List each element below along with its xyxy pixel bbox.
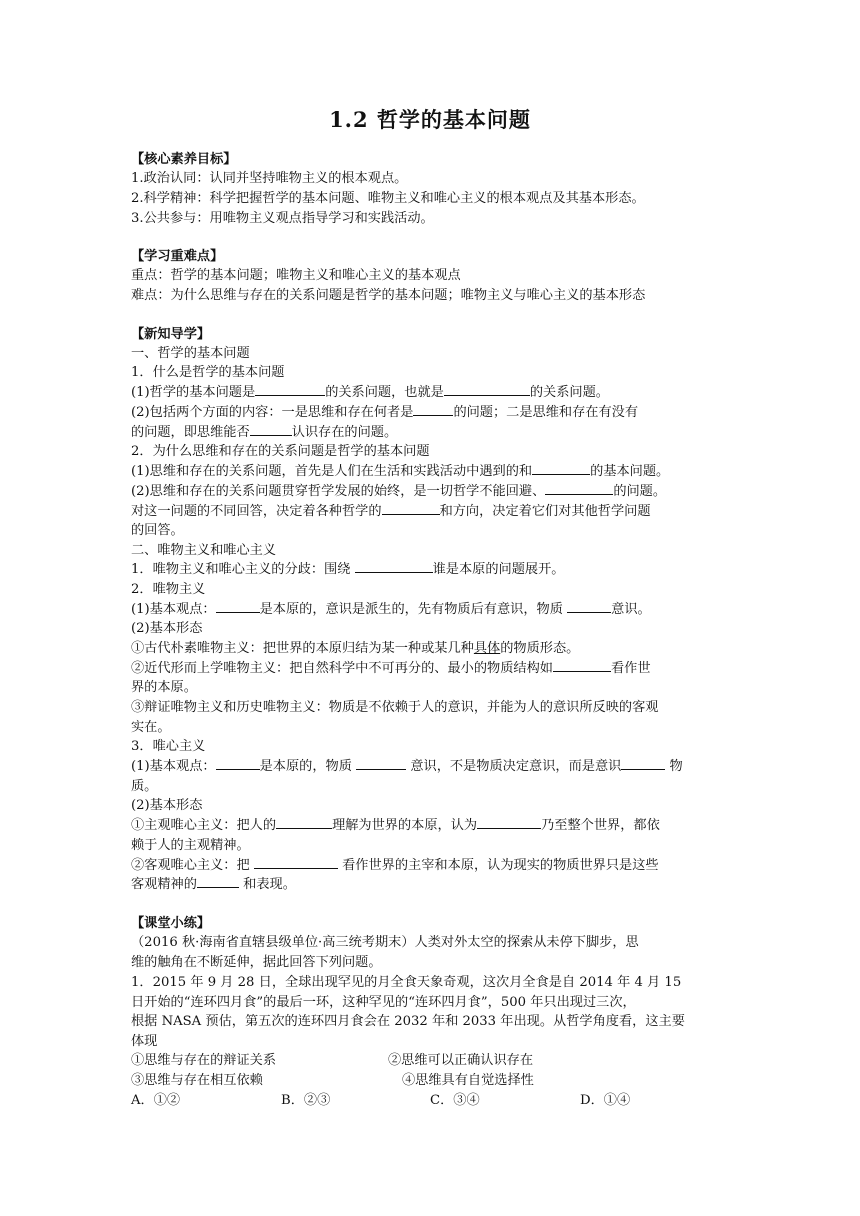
fill-line xyxy=(131,482,731,501)
text-line: (2)基本形态 xyxy=(131,621,203,636)
practice-heading: 【课堂小练】 xyxy=(131,916,211,931)
difficulty-text: 难点：为什么思维与存在的关系问题是哲学的基本问题；唯物主义与唯心主义的基本形态 xyxy=(131,288,646,303)
goals-heading: 【核心素养目标】 xyxy=(131,152,237,167)
focus-text: 重点：哲学的基本问题；唯物主义和唯心主义的基本观点 xyxy=(131,268,461,283)
goal-item: 3.公共参与：用唯物主义观点指导学习和实践活动。 xyxy=(131,211,434,226)
option-a: A．①② xyxy=(131,1093,181,1108)
answer-blank xyxy=(254,856,338,869)
text-line: ③辩证唯物主义和历史唯物主义：物质是不依赖于人的意识，并能为人的意识所反映的客观 xyxy=(131,700,659,715)
fill-line xyxy=(131,423,731,442)
section-heading: 二、唯物主义和唯心主义 xyxy=(131,543,277,558)
text: 的问题；二是思维和存在有没有 xyxy=(453,405,639,420)
answer-blank xyxy=(250,423,292,436)
goal-item: 2.科学精神：科学把握哲学的基本问题、唯物主义和唯心主义的根本观点及其基本形态。 xyxy=(131,191,645,206)
answer-blank xyxy=(444,383,530,396)
fill-line xyxy=(131,600,731,619)
text: 客观精神的 xyxy=(131,877,197,892)
answer-blank xyxy=(255,383,325,396)
text-line: 的回答。 xyxy=(131,523,184,538)
text: 物 xyxy=(665,759,683,774)
subsection-heading: 3．唯心主义 xyxy=(131,739,206,754)
option-d: D．①④ xyxy=(580,1093,631,1108)
question-intro: 维的触角在不断延伸，据此回答下列问题。 xyxy=(131,955,382,970)
fill-line xyxy=(131,816,731,835)
fill-line xyxy=(131,502,731,521)
statement-3: ③思维与存在相互依赖 xyxy=(131,1073,263,1088)
answer-blank xyxy=(216,600,260,613)
option-b: B．②③ xyxy=(281,1093,331,1108)
text-line: 赖于人的主观精神。 xyxy=(131,838,250,853)
text: (2)包括两个方面的内容：一是思维和存在何者是 xyxy=(131,405,414,420)
text: 认识存在的问题。 xyxy=(291,425,398,440)
section-heading: 一、哲学的基本问题 xyxy=(131,346,250,361)
text: 的关系问题。 xyxy=(529,385,609,400)
answer-blank xyxy=(532,462,590,475)
text: (1)思维和存在的关系问题，首先是人们在生活和实践活动中遇到的和 xyxy=(131,464,533,479)
option-c: C．③④ xyxy=(430,1093,480,1108)
answer-blank xyxy=(413,403,453,416)
fill-line xyxy=(131,856,731,875)
answer-blank xyxy=(197,875,239,888)
question-text: 体现 xyxy=(131,1034,158,1049)
text: 意识。 xyxy=(611,602,651,617)
answer-blank xyxy=(553,659,611,672)
question-text: 日开始的“连环四月食”的最后一环，这种罕见的“连环四月食”，500 年只出现过三次， xyxy=(131,995,636,1010)
answer-blank xyxy=(545,482,613,495)
answer-blank xyxy=(567,600,611,613)
answer-blank xyxy=(382,502,440,515)
text: ①古代朴素唯物主义：把世界的本原归结为某一种或某几种 xyxy=(131,641,474,656)
text: 乃至整个世界，都依 xyxy=(541,818,660,833)
text: 的关系问题，也就是 xyxy=(325,385,444,400)
text-line: (2)基本形态 xyxy=(131,798,203,813)
subsection-heading: 1．什么是哲学的基本问题 xyxy=(131,365,285,380)
text: 和方向，决定着它们对其他哲学问题 xyxy=(439,504,651,519)
question-text: 根据 NASA 预估，第五次的连环四月食会在 2032 年和 2033 年出现。从哲学角度看，这主要 xyxy=(131,1014,685,1029)
fill-line xyxy=(131,875,731,894)
text: 看作世界的主宰和本原，认为现实的物质世界只是这些 xyxy=(337,858,659,873)
answer-blank xyxy=(355,560,433,573)
text: ①主观唯心主义：把人的 xyxy=(131,818,277,833)
text-line: 质。 xyxy=(131,779,158,794)
keypoints-heading: 【学习重难点】 xyxy=(131,249,224,264)
statement-2: ②思维可以正确认识存在 xyxy=(388,1053,534,1068)
text: (1)基本观点： xyxy=(131,602,216,617)
text-line: 界的本原。 xyxy=(131,680,197,695)
answer-blank xyxy=(356,757,406,770)
text: 1．唯物主义和唯心主义的分歧：围绕 xyxy=(131,562,355,577)
answer-blank xyxy=(477,816,541,829)
text: 和表现。 xyxy=(238,877,296,892)
guide-heading: 【新知导学】 xyxy=(131,327,211,342)
answer-blank xyxy=(216,757,260,770)
fill-line xyxy=(131,462,731,481)
text: ②客观唯心主义：把 xyxy=(131,858,254,873)
statement-1: ①思维与存在的辩证关系 xyxy=(131,1053,277,1068)
text: (1)基本观点： xyxy=(131,759,216,774)
text: 的物质形态。 xyxy=(500,641,580,656)
goal-item: 1.政治认同：认同并坚持唯物主义的根本观点。 xyxy=(131,171,408,186)
underlined-text: 具体 xyxy=(473,641,501,656)
fill-line xyxy=(131,403,731,422)
text: 的问题。 xyxy=(613,484,667,499)
text: 的问题，即思维能否 xyxy=(131,425,250,440)
text: ②近代形而上学唯物主义：把自然科学中不可再分的、最小的物质结构如 xyxy=(131,661,553,676)
page-title: 1.2 哲学的基本问题 xyxy=(329,107,531,132)
text: 的基本问题。 xyxy=(590,464,670,479)
text: 是本原的，意识是派生的，先有物质后有意识，物质 xyxy=(259,602,568,617)
text: 意识，不是物质决定意识，而是意识 xyxy=(406,759,622,774)
text-line: 实在。 xyxy=(131,720,171,735)
fill-line xyxy=(131,560,731,579)
text: 对这一问题的不同回答，决定着各种哲学的 xyxy=(131,504,382,519)
fill-line xyxy=(131,383,731,402)
fill-line xyxy=(131,757,731,776)
text: (1)哲学的基本问题是 xyxy=(131,385,256,400)
fill-line xyxy=(131,659,731,678)
text: (2)思维和存在的关系问题贯穿哲学发展的始终，是一切哲学不能回避、 xyxy=(131,484,546,499)
text: 看作世 xyxy=(611,661,651,676)
text: 理解为世界的本原，认为 xyxy=(332,818,478,833)
fill-line xyxy=(131,639,731,658)
question-text: 1．2015 年 9 月 28 日，全球出现罕见的月全食天象奇观，这次月全食是自 2014 年 4 月 15 xyxy=(131,975,682,990)
question-intro: （2016 秋·海南省直辖县级单位·高三统考期末）人类对外太空的探索从未停下脚步，思 xyxy=(131,935,639,950)
text: 谁是本原的问题展开。 xyxy=(432,562,565,577)
answer-blank xyxy=(621,757,665,770)
subsection-heading: 2．为什么思维和存在的关系问题是哲学的基本问题 xyxy=(131,444,430,459)
statement-4: ④思维具有自觉选择性 xyxy=(402,1073,534,1088)
subsection-heading: 2．唯物主义 xyxy=(131,582,206,597)
text: 是本原的，物质 xyxy=(259,759,357,774)
answer-blank xyxy=(276,816,332,829)
